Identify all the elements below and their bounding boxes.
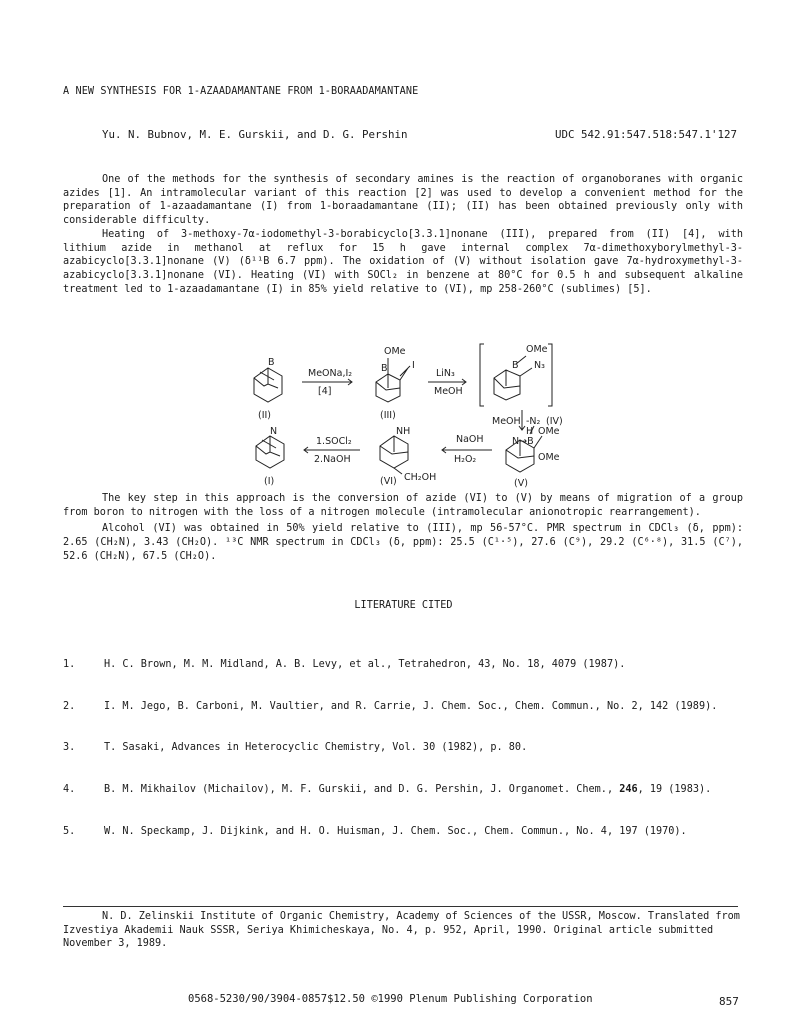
atom-ome-v2: OMe — [538, 452, 560, 463]
reference-number: 2. — [63, 700, 76, 712]
reference-text — [104, 783, 753, 797]
reagent-r2-top: LiN₃ — [436, 368, 455, 379]
reference-text-tail: , 19 (1983). — [637, 783, 712, 795]
reference-text: T. Sasaki, Advances in Heterocyclic Chemistry, Vol. 30 (1982), p. 80. — [104, 742, 528, 754]
reference-list — [63, 630, 753, 866]
reagent-r4-bottom: H₂O₂ — [454, 454, 477, 465]
paragraph-3: The key step in this approach is the conversion of azide (VI) to (V) by means of migration of a group from boron to nitrogen with the loss of a nitrogen molecule (intramolecular anionotropic rearrangement). — [63, 493, 743, 518]
author-list: Yu. N. Bubnov, M. E. Gurskii, and D. G. Pershin — [102, 128, 408, 141]
reference-text: W. N. Speckamp, J. Dijkink, and H. O. Huisman, J. Chem. Soc., Chem. Commun., No. 4, 197 (1970). — [104, 825, 687, 837]
reference-number: 5. — [63, 825, 76, 837]
atom-ch2oh-vi: CH₂OH — [404, 472, 437, 483]
discussion-paragraphs — [63, 492, 743, 564]
atom-nh-vi: NH — [396, 426, 411, 437]
reference-number: 1. — [63, 658, 76, 670]
page-number: 857 — [719, 995, 739, 1008]
paragraph-4: Alcohol (VI) was obtained in 50% yield relative to (III), mp 56-57°C. PMR spectrum in CDCl₃ (δ, ppm): 2.65 (CH₂N), 3.43 (CH₂O). ¹³C NMR spectrum in CDCl₃ (δ, ppm): 25.5 (C¹·⁵), 27.6 (C⁹), 29.2 (C⁶·⁸), 31.5 (C⁷), 52.6 (CH₂N), 67.5 (CH₂O). — [63, 523, 743, 562]
reference-number: 3. — [63, 742, 76, 754]
reference-item — [63, 741, 753, 755]
reference-text: H. C. Brown, M. M. Midland, A. B. Levy, et al., Tetrahedron, 43, No. 18, 4079 (1987). — [104, 658, 626, 670]
atom-n-i: N — [270, 426, 278, 437]
atom-ome-v1: OMe — [538, 426, 560, 437]
reference-text: I. M. Jego, B. Carboni, M. Vaultier, and R. Carrie, J. Chem. Soc., Chem. Commun., No. 2, 142 (1989). — [104, 700, 718, 712]
label-compound-v: (V) — [514, 478, 528, 489]
atom-ome-iii: OMe — [384, 346, 406, 357]
label-compound-ii: (II) — [258, 410, 272, 421]
atom-ome-iv: OMe — [526, 344, 548, 355]
reference-item — [63, 658, 753, 672]
reference-item — [63, 783, 753, 797]
reagent-r4-top: NaOH — [456, 434, 484, 445]
atom-nb-v: N→B — [512, 436, 534, 447]
affiliation-footnote: N. D. Zelinskii Institute of Organic Chemistry, Academy of Sciences of the USSR, Moscow. Translated from Izvestiya Akademii Nauk SSSR, Seriya Khimicheskaya, No. 4, p. 952, April, 1990. Original article submitted November 3, 1989. — [63, 911, 740, 950]
reagent-r3: MeOH — [492, 416, 521, 427]
compound-v-structure — [506, 426, 542, 472]
literature-heading: LITERATURE CITED — [354, 600, 453, 611]
label-compound-iii: (III) — [380, 410, 396, 421]
reagent-r5-top: 1.SOCl₂ — [316, 436, 352, 447]
atom-n3-iv: N₃ — [534, 360, 545, 371]
udc-code: UDC 542.91:547.518:547.1'127 — [554, 128, 737, 141]
article-title: A NEW SYNTHESIS FOR 1-AZAADAMANTANE FROM 1-BORAADAMANTANE — [63, 86, 419, 97]
footnote-divider — [63, 906, 738, 907]
label-compound-i: (I) — [264, 476, 275, 487]
reference-number: 4. — [63, 783, 76, 795]
paragraph-2: Heating of 3-methoxy-7α-iodomethyl-3-borabicyclo[3.3.1]nonane (III), prepared from (II) [4], with lithium azide in methanol at reflux for 15 h gave internal complex 7α-dimethoxyborylmethyl-3-azabicyclo[3.3.1]nonane (V) (δ¹¹B 6.7 ppm). The oxidation of (V) without isolation gave 7α-hydroxymethyl-3-azabicyclo[3.3.1]nonane (VI). Heating (VI) with SOCl₂ in benzene at 80°C for 0.5 h and subsequent alkaline treatment led to 1-azaadamantane (I) in 85% yield relative to (VI), mp 258-260°C (sublimes) [5]. — [63, 228, 743, 295]
reference-text-main: B. M. Mikhailov (Michailov), M. F. Gurskii, and D. G. Pershin, J. Organomet. Chem., — [104, 783, 620, 795]
label-compound-iv: (IV) — [546, 416, 563, 427]
atom-h-v: H — [526, 426, 534, 437]
compound-i-structure — [256, 436, 284, 468]
reagent-r5-bottom: 2.NaOH — [314, 454, 351, 465]
copyright-line: 0568-5230/90/3904-0857$12.50 ©1990 Plenum Publishing Corporation — [188, 993, 593, 1005]
reagent-r3-loss: -N₂ — [526, 416, 541, 427]
atom-b-iv: B — [512, 360, 519, 371]
atom-b-ii: B — [268, 357, 275, 368]
atom-i-iii: I — [412, 360, 415, 371]
reference-item — [63, 700, 753, 714]
reaction-scheme — [230, 338, 590, 490]
reagent-r1-bottom: [4] — [318, 386, 332, 397]
reagent-r2-bottom: MeOH — [434, 386, 463, 397]
reagent-r1-top: MeONa,I₂ — [308, 368, 353, 379]
compound-ii-structure — [254, 368, 282, 402]
compound-vi-structure — [380, 436, 408, 474]
paragraph-1: One of the methods for the synthesis of secondary amines is the reaction of organoboranes with organic azides [1]. An intramolecular variant of this reaction [2] was used to develop a convenient method for the preparation of 1-azaadamantane (I) from 1-boraadamantane (II); (II) has been obtained previously only with considerable difficulty. — [63, 174, 743, 227]
label-compound-vi: (VI) — [380, 476, 397, 487]
intro-paragraphs — [63, 173, 743, 296]
atom-b-iii: B — [381, 363, 388, 374]
reference-volume: 246 — [619, 783, 638, 795]
reference-item — [63, 825, 753, 839]
